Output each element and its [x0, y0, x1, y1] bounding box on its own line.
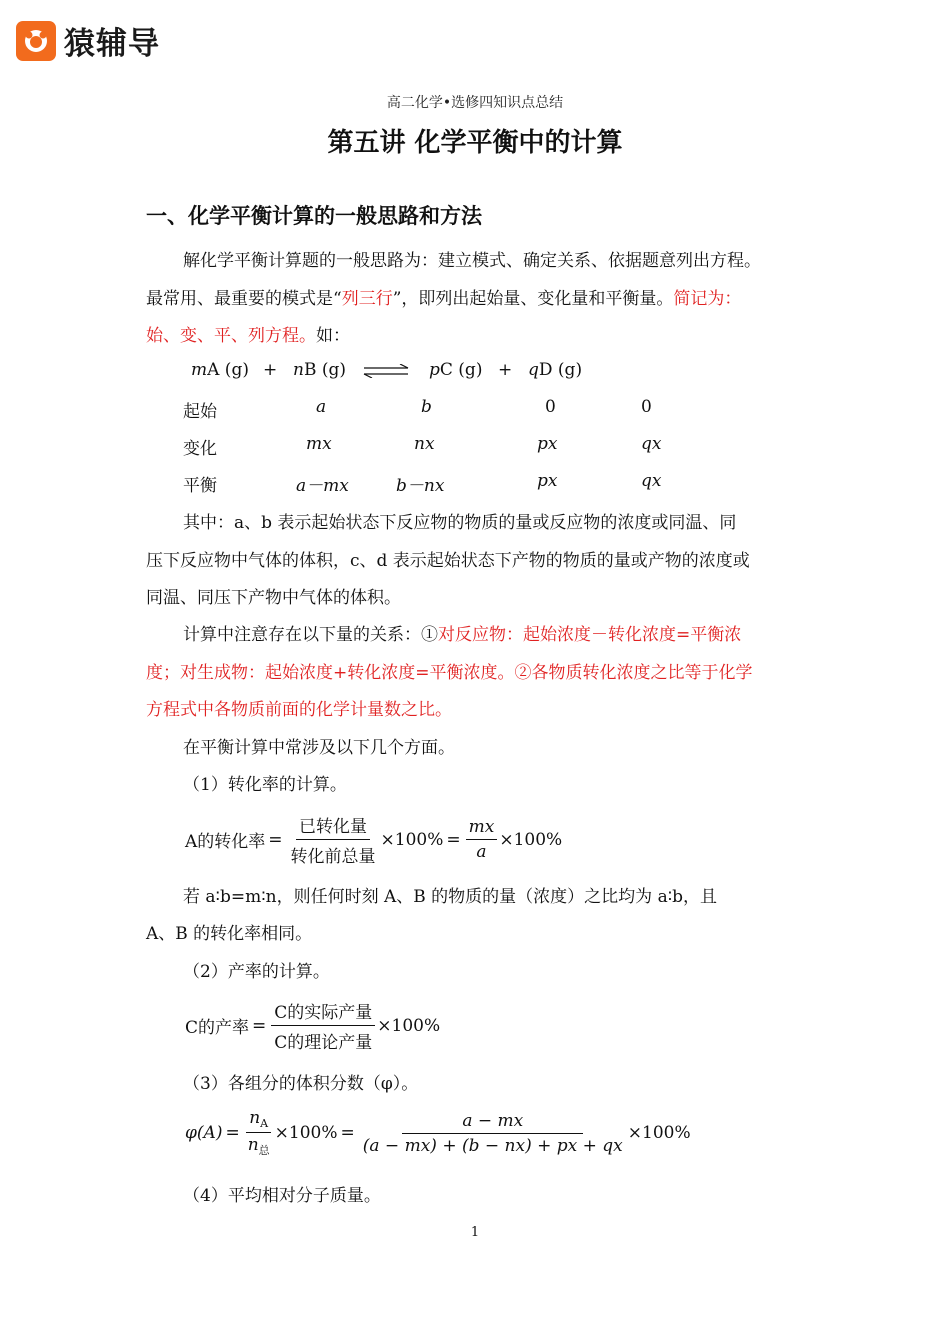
table-cell: px [537, 471, 558, 491]
row-label: 起始 [183, 402, 217, 422]
paragraph-line: 方程式中各物质前面的化学计量数之比。 [146, 700, 452, 720]
paragraph-line: 始、变、平、列方程。如： [146, 326, 350, 346]
paragraph-line: 最常用、最重要的模式是“列三行”，即列出起始量、变化量和平衡量。简记为： [146, 289, 742, 309]
table-cell: nx [414, 434, 435, 454]
paragraph-line: 解化学平衡计算题的一般思路为：建立模式、确定关系、依据题意列出方程。 [183, 251, 761, 271]
brand-name: 猿辅导 [64, 26, 160, 62]
paragraph-line: 同温、同压下产物中气体的体积。 [146, 588, 401, 608]
conversion-formula: A的转化率 = $\frac{\text{已转化量}}{\text{转化前总量}}$ ×100% = $\frac{mx}{a}$ ×100% [185, 812, 562, 867]
brand-logo [16, 18, 160, 63]
paragraph-line: 在平衡计算中常涉及以下几个方面。 [183, 738, 455, 758]
page-title: 第五讲 化学平衡中的计算 [327, 128, 623, 158]
paragraph-line: 计算中注意存在以下量的关系：①对反应物：起始浓度－转化浓度=平衡浓 [183, 625, 742, 645]
table-cell: b [421, 397, 432, 417]
paragraph-line: 其中：a、b 表示起始状态下反应物的物质的量或反应物的浓度或同温、同 [183, 513, 737, 533]
row-label: 平衡 [183, 476, 217, 496]
product-d: qD (g) [528, 360, 583, 380]
table-cell: mx [306, 434, 332, 454]
item-heading: （4）平均相对分子质量。 [183, 1186, 381, 1206]
volume-fraction-formula: φ(A) = $\frac{n_A}{n_总}$ ×100% = $\frac{a - mx}{(a - mx) + (b - nx) + px + qx}$ ×100% [185, 1108, 691, 1157]
reactant-b: nB (g) [293, 360, 346, 380]
plus-sign: + [498, 360, 513, 380]
section-heading: 一、化学平衡计算的一般思路和方法 [146, 204, 482, 228]
table-cell: 0 [641, 397, 652, 417]
table-cell: px [537, 434, 558, 454]
item-heading: （3）各组分的体积分数（φ）。 [183, 1074, 419, 1094]
item-heading: （1）转化率的计算。 [183, 775, 347, 795]
paragraph-line: A、B 的转化率相同。 [146, 924, 313, 944]
table-cell: a [316, 397, 327, 417]
table-cell: 0 [545, 397, 556, 417]
equilibrium-arrow-icon [362, 364, 410, 378]
page-number: 1 [470, 1225, 480, 1240]
table-cell: qx [641, 434, 662, 454]
reactant-a: mA (g) [191, 360, 249, 380]
yield-formula: C的产率 = $\frac{\text{C的实际产量}}{\text{C的理论产量}}$ ×100% [185, 998, 440, 1053]
table-cell: b－nx [396, 476, 445, 496]
table-cell: a－mx [296, 476, 349, 496]
paragraph-line: 度；对生成物：起始浓度+转化浓度=平衡浓度。②各物质转化浓度之比等于化学 [146, 663, 753, 683]
row-label: 变化 [183, 439, 217, 459]
item-heading: （2）产率的计算。 [183, 962, 330, 982]
paragraph-line: 若 a∶b=m∶n，则任何时刻 A、B 的物质的量（浓度）之比均为 a∶b，且 [183, 887, 718, 907]
paragraph-line: 压下反应物中气体的体积，c、d 表示起始状态下产物的物质的量或产物的浓度或 [146, 551, 750, 571]
doc-subtitle: 高二化学•选修四知识点总结 [386, 95, 564, 111]
product-c: pC (g) [429, 360, 483, 380]
table-cell: qx [641, 471, 662, 491]
plus-sign: + [263, 360, 278, 380]
logo-icon [16, 21, 56, 61]
